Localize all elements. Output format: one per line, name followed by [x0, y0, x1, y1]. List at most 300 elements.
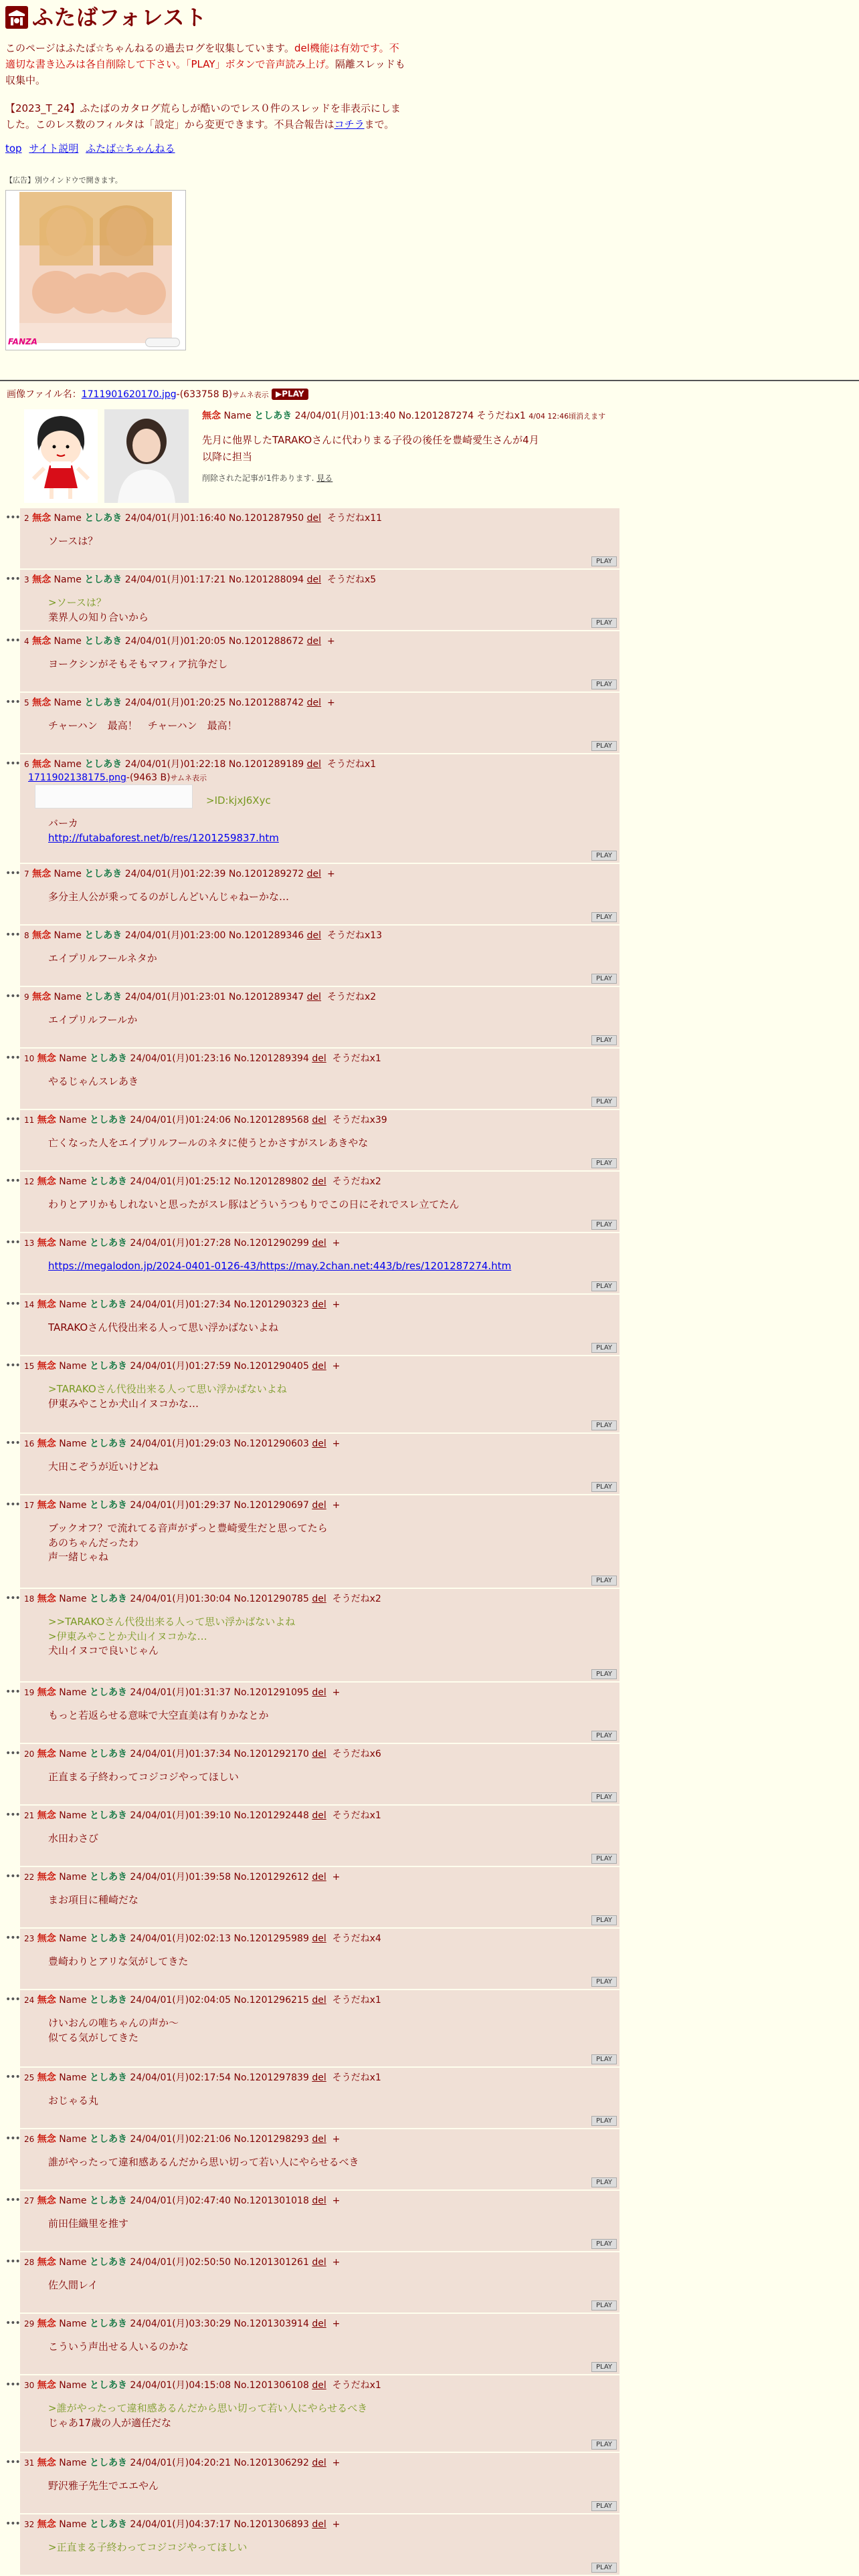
del-link[interactable]: del — [306, 991, 322, 1002]
reply-number: 16 — [24, 1438, 35, 1448]
play-button[interactable]: PLAY — [591, 2362, 617, 2372]
notice-text-end: 隔離スレッドも収集中。 — [5, 58, 405, 86]
reply-post — [5, 2375, 619, 2453]
soudane-button[interactable]: そうだねx1 — [326, 758, 377, 770]
site-notice — [5, 40, 407, 88]
reply-body — [20, 2401, 619, 2431]
ad-label: 【広告】別ウインドウで開きます。 — [5, 175, 122, 185]
play-button[interactable]: PLAY — [591, 1035, 617, 1045]
del-link[interactable]: del — [312, 2072, 326, 2083]
del-link[interactable]: del — [306, 574, 322, 585]
reply-header — [20, 2191, 619, 2208]
reply-text-line: 水田わさび — [48, 1832, 99, 1844]
del-link[interactable]: del — [312, 1114, 326, 1125]
soudane-button[interactable]: + — [332, 1299, 341, 1310]
reply-menu-icon[interactable]: ••• — [5, 2379, 20, 2390]
reply-link[interactable]: https://megalodon.jp/2024-0401-0126-43/https://may.2chan.net:443/b/res/1201287274.htm — [48, 1259, 512, 1272]
site-logo-icon[interactable] — [5, 6, 28, 29]
play-button[interactable]: PLAY — [591, 1482, 617, 1492]
soudane-button[interactable]: そうだねx1 — [332, 2379, 381, 2391]
play-button[interactable]: PLAY — [591, 912, 617, 922]
reply-text-line: バーカ — [48, 817, 78, 830]
soudane-button[interactable]: そうだねx4 — [332, 1933, 381, 1944]
site-header — [0, 0, 859, 350]
soudane-button[interactable]: そうだねx1 — [332, 1810, 381, 1821]
reply-number: 6 — [24, 759, 29, 769]
ad-dots — [145, 338, 180, 347]
reply-menu-icon[interactable]: ••• — [5, 758, 20, 769]
reply-number: 24 — [24, 1995, 35, 2005]
reply-menu-icon[interactable]: ••• — [5, 990, 20, 1002]
reply-header — [20, 754, 619, 771]
reply-name-label: Name — [59, 1053, 87, 1064]
soudane-button[interactable]: + — [332, 2318, 341, 2329]
reply-menu-icon[interactable]: ••• — [5, 1437, 20, 1448]
reply-menu-icon[interactable]: ••• — [5, 1592, 20, 1604]
reply-quote-line: >伊東みやことか犬山イヌコかな… — [48, 1630, 207, 1642]
reply-post — [5, 2191, 619, 2252]
op-thumb-label[interactable]: サムネ表示 — [232, 390, 269, 399]
bug-report-link[interactable]: コチラ — [334, 118, 365, 130]
op-body-line: 先月に他界したTARAKOさんに代わりまる子役の後任を豊崎愛生さんが4月 — [202, 433, 539, 446]
reply-header — [20, 1110, 619, 1127]
op-expire: 4/04 12:46頃消えます — [529, 411, 606, 421]
reply-subject: 無念 — [37, 1933, 56, 1944]
reply-name-label: Name — [59, 1360, 87, 1372]
reply-date-no: 24/04/01(月)01:24:06 No.1201289568 — [130, 1114, 309, 1125]
del-link[interactable]: del — [306, 758, 322, 770]
reply-menu-icon[interactable]: ••• — [5, 1747, 20, 1759]
reply-subject: 無念 — [37, 2072, 56, 2083]
reply-date-no: 24/04/01(月)01:25:12 No.1201289802 — [130, 1176, 309, 1187]
reply-post — [5, 1929, 619, 1990]
del-link[interactable]: del — [312, 1499, 326, 1511]
reply-menu-icon[interactable]: ••• — [5, 2133, 20, 2144]
reply-text-line: エイプリルフールネタか — [48, 952, 157, 964]
reply-post — [5, 1867, 619, 1929]
del-link[interactable]: del — [312, 1438, 326, 1449]
play-button[interactable]: PLAY — [591, 1669, 617, 1679]
soudane-button[interactable]: + — [326, 697, 335, 708]
reply-post — [5, 631, 619, 693]
del-link[interactable]: del — [312, 2457, 326, 2468]
reply-date-no: 24/04/01(月)01:22:39 No.1201289272 — [124, 868, 304, 879]
del-link[interactable]: del — [312, 1176, 326, 1187]
play-button[interactable]: PLAY — [591, 1915, 617, 1925]
reply-name-label: Name — [59, 2133, 87, 2145]
reply-menu-icon[interactable]: ••• — [5, 1870, 20, 1882]
reply-date-no: 24/04/01(月)03:30:29 No.1201303914 — [130, 2318, 309, 2329]
reply-name-label: Name — [59, 1687, 87, 1698]
reply-date-no: 24/04/01(月)02:04:05 No.1201296215 — [130, 1994, 309, 2006]
reply-header — [20, 1683, 619, 1699]
play-button[interactable]: PLAY — [591, 2054, 617, 2064]
reply-text-line: じゃあ17歳の人が適任だな — [48, 2416, 172, 2429]
reply-subject: 無念 — [37, 2457, 56, 2468]
reply-text-line: もっと若返らせる意味で大空直美は有りかなとか — [48, 1709, 269, 1721]
reply-body — [20, 1709, 619, 1723]
reply-number: 32 — [24, 2519, 35, 2529]
op-file-link[interactable]: 1711901620170.jpg — [81, 389, 177, 400]
notice-text: このページはふたば☆ちゃんねるの過去ログを収集しています。 — [5, 42, 294, 54]
reply-name: としあき — [89, 1053, 127, 1064]
soudane-button[interactable]: そうだねx6 — [332, 1748, 381, 1759]
reply-thumbnail-image[interactable] — [35, 784, 193, 809]
reply-number: 13 — [24, 1238, 35, 1248]
reply-number: 7 — [24, 869, 29, 879]
reply-body — [20, 1615, 619, 1658]
reply-name-label: Name — [59, 1176, 87, 1187]
reply-menu-icon[interactable]: ••• — [5, 1237, 20, 1248]
reply-name: としあき — [89, 1871, 127, 1883]
soudane-button[interactable]: そうだねx2 — [332, 1593, 381, 1604]
reply-date-no: 24/04/01(月)01:27:28 No.1201290299 — [130, 1237, 309, 1249]
del-link[interactable]: del — [312, 1053, 326, 1064]
del-link[interactable]: del — [312, 2318, 326, 2329]
reply-body — [20, 2155, 619, 2170]
top-link[interactable]: top — [5, 142, 22, 154]
reply-date-no: 24/04/01(月)01:20:05 No.1201288672 — [124, 635, 304, 647]
reply-text-line: エイプリルフールか — [48, 1013, 138, 1026]
op-soudane[interactable]: そうだねx1 — [476, 410, 526, 421]
reply-post — [5, 864, 619, 926]
reply-list — [0, 508, 859, 2576]
reply-menu-icon[interactable]: ••• — [5, 1499, 20, 1510]
reply-date-no: 24/04/01(月)01:17:21 No.1201288094 — [124, 574, 304, 585]
top-links — [5, 142, 852, 156]
reply-date-no: 24/04/01(月)01:20:25 No.1201288742 — [124, 697, 304, 708]
play-button[interactable]: PLAY — [591, 974, 617, 984]
op-thumbnail-image[interactable] — [24, 409, 98, 503]
reply-menu-icon[interactable]: ••• — [5, 1052, 20, 1063]
reply-body — [20, 1832, 619, 1846]
reply-text-line: まお項目に種崎だな — [48, 1893, 139, 1906]
reply-date-no: 24/04/01(月)02:02:13 No.1201295989 — [130, 1933, 309, 1944]
filter-notice — [5, 100, 407, 132]
reply-header — [20, 1744, 619, 1761]
op-date-no: 24/04/01(月)01:13:40 No.1201287274 — [294, 410, 474, 421]
reply-text-line: 誰がやったって違和感あるんだから思い切って若い人にやらせるべき — [48, 2155, 359, 2168]
soudane-button[interactable]: + — [332, 1499, 341, 1511]
del-link[interactable]: del — [312, 2195, 326, 2206]
reply-date-no: 24/04/01(月)01:29:37 No.1201290697 — [130, 1499, 309, 1511]
site-description-link[interactable]: サイト説明 — [29, 142, 79, 154]
reply-header — [20, 2314, 619, 2331]
reply-number: 19 — [24, 1687, 35, 1697]
soudane-button[interactable]: そうだねx39 — [332, 1114, 387, 1125]
del-link[interactable]: del — [306, 512, 322, 524]
soudane-button[interactable]: + — [326, 635, 335, 647]
soudane-button[interactable]: + — [332, 1237, 341, 1249]
reply-body — [20, 1198, 619, 1212]
del-link[interactable]: del — [312, 1593, 326, 1604]
reply-name-label: Name — [54, 991, 82, 1002]
reply-name: としあき — [89, 2457, 127, 2468]
play-button[interactable]: PLAY — [591, 2440, 617, 2450]
reply-subject: 無念 — [37, 1176, 56, 1187]
play-button[interactable]: PLAY — [591, 2501, 617, 2511]
reply-body — [20, 719, 619, 734]
play-button[interactable]: PLAY — [591, 2239, 617, 2249]
reply-header — [20, 2514, 619, 2531]
soudane-button[interactable]: + — [332, 2518, 341, 2530]
reply-name-label: Name — [54, 635, 82, 647]
reply-number: 3 — [24, 574, 29, 584]
soudane-button[interactable]: + — [332, 1438, 341, 1449]
reply-date-no: 24/04/01(月)01:22:18 No.1201289189 — [124, 758, 304, 770]
reply-subject: 無念 — [37, 1438, 56, 1449]
reply-id-quote: >ID:kjxJ6Xyc — [206, 794, 271, 807]
reply-text-line: おじゃる丸 — [48, 2094, 99, 2107]
reply-menu-icon[interactable]: ••• — [5, 2071, 20, 2082]
reply-body — [20, 657, 619, 672]
reply-menu-icon[interactable]: ••• — [5, 1686, 20, 1697]
reply-name-label: Name — [59, 2379, 87, 2391]
reply-body — [20, 1259, 619, 1274]
futaba-link[interactable]: ふたば☆ちゃんねる — [86, 142, 175, 154]
reply-menu-icon[interactable]: ••• — [5, 1809, 20, 1820]
reply-name: としあき — [84, 991, 122, 1002]
soudane-button[interactable]: そうだねx2 — [332, 1176, 381, 1187]
reply-number: 17 — [24, 1500, 35, 1510]
del-link[interactable]: del — [306, 868, 322, 879]
reply-subject: 無念 — [37, 1053, 56, 1064]
reply-post — [5, 1233, 619, 1295]
reply-name: としあき — [89, 2195, 127, 2206]
reply-body — [20, 1770, 619, 1785]
del-link[interactable]: del — [312, 1687, 326, 1698]
reply-menu-icon[interactable]: ••• — [5, 696, 20, 708]
play-button[interactable]: PLAY — [591, 2563, 617, 2573]
soudane-button[interactable]: + — [332, 1871, 341, 1883]
show-deleted-link[interactable]: 見る — [316, 473, 333, 484]
reply-menu-icon[interactable]: ••• — [5, 512, 20, 523]
play-button[interactable]: PLAY — [591, 2116, 617, 2126]
del-link[interactable]: del — [306, 635, 322, 647]
reply-menu-icon[interactable]: ••• — [5, 2317, 20, 2329]
reply-subject: 無念 — [37, 2318, 56, 2329]
reply-subject: 無念 — [37, 1871, 56, 1883]
reply-post — [5, 693, 619, 754]
reply-date-no: 24/04/01(月)01:37:34 No.1201292170 — [130, 1748, 309, 1759]
reply-text-line: 豊崎わりとアリな気がしてきた — [48, 1955, 189, 1967]
reply-quote-line: >正直まる子終わってコジコジやってほしい — [48, 2541, 248, 2553]
play-button[interactable]: PLAY — [591, 1731, 617, 1741]
reply-header — [20, 1806, 619, 1822]
play-button[interactable]: PLAY — [591, 556, 617, 566]
reply-menu-icon[interactable]: ••• — [5, 2194, 20, 2206]
reply-date-no: 24/04/01(月)02:21:06 No.1201298293 — [130, 2133, 309, 2145]
play-button[interactable]: PLAY — [591, 1576, 617, 1586]
play-button[interactable]: PLAY — [591, 1220, 617, 1230]
play-button[interactable]: PLAY — [591, 1158, 617, 1168]
soudane-button[interactable]: + — [332, 1687, 341, 1698]
play-button[interactable]: PLAY — [591, 1977, 617, 1987]
ad-banner[interactable] — [5, 190, 186, 350]
filter-notice-text: 【2023_T_24】ふたばのカタログ荒らしが酷いのでレス０件のスレッドを非表示にしました。このレス数のフィルタは「設定」から変更できます。不具合報告は — [5, 102, 401, 130]
reply-header — [20, 864, 619, 881]
reply-name: としあき — [84, 868, 122, 879]
reply-header — [20, 1434, 619, 1451]
reply-subject: 無念 — [37, 2133, 56, 2145]
reply-body — [20, 2541, 619, 2555]
play-button[interactable]: PLAY — [591, 1281, 617, 1291]
del-link[interactable]: del — [312, 1994, 326, 2006]
play-button[interactable]: PLAY — [591, 741, 617, 751]
reply-name-label: Name — [59, 1748, 87, 1759]
reply-header — [20, 926, 619, 942]
reply-body — [20, 2278, 619, 2293]
reply-date-no: 24/04/01(月)01:16:40 No.1201287950 — [124, 512, 304, 524]
op-file-line — [7, 388, 852, 401]
del-link[interactable]: del — [312, 2256, 326, 2268]
op-body-line: 以降に担当 — [202, 450, 253, 463]
reply-header — [20, 570, 619, 586]
soudane-button[interactable]: そうだねx5 — [326, 574, 377, 585]
reply-body — [20, 2479, 619, 2494]
reply-menu-icon[interactable]: ••• — [5, 1360, 20, 1371]
reply-name: としあき — [89, 1299, 127, 1310]
reply-menu-icon[interactable]: ••• — [5, 2256, 20, 2267]
reply-subject: 無念 — [37, 1114, 56, 1125]
reply-quote-line: >誰がやったって違和感あるんだから思い切って若い人にやらせるべき — [48, 2401, 368, 2414]
del-link[interactable]: del — [312, 2379, 326, 2391]
del-link[interactable]: del — [306, 697, 322, 708]
reply-body — [20, 2016, 619, 2046]
notice-del-text: del機能は有効です。不適切な書き込みは各自削除して下さい。「PLAY」ボタンで音声読み上げ。 — [5, 42, 399, 70]
reply-link[interactable]: http://futabaforest.net/b/res/1201259837.htm — [48, 832, 279, 845]
soudane-button[interactable]: + — [332, 1360, 341, 1372]
soudane-button[interactable]: そうだねx1 — [332, 1053, 381, 1064]
reply-post — [5, 1110, 619, 1172]
del-link[interactable]: del — [312, 2133, 326, 2145]
soudane-button[interactable]: そうだねx2 — [326, 991, 377, 1002]
reply-post — [5, 2314, 619, 2375]
play-button[interactable]: PLAY — [591, 618, 617, 628]
reply-menu-icon[interactable]: ••• — [5, 867, 20, 879]
reply-number: 12 — [24, 1176, 35, 1186]
play-button[interactable]: PLAY — [591, 1792, 617, 1802]
op-header — [202, 409, 657, 423]
reply-text-line: 犬山イヌコで良いじゃん — [48, 1644, 159, 1657]
reply-text-line: 亡くなった人をエイプリルフールのネタに使うとかさすがスレあきやな — [48, 1136, 369, 1149]
op-photo-image[interactable] — [104, 409, 189, 503]
reply-text-line: 伊東みやことか犬山イヌコかな… — [48, 1397, 199, 1410]
reply-menu-icon[interactable]: ••• — [5, 1175, 20, 1186]
soudane-button[interactable]: そうだねx1 — [332, 1994, 381, 2006]
op-file-size: -(633758 B) — [176, 389, 233, 400]
reply-subject: 無念 — [32, 758, 52, 770]
reply-name-label: Name — [59, 2457, 87, 2468]
soudane-button[interactable]: そうだねx1 — [332, 2072, 381, 2083]
op-deleted-note: 削除された記事が1件あります. 見る — [202, 473, 333, 484]
reply-body — [20, 1521, 619, 1565]
reply-file-line — [28, 771, 619, 784]
reply-text-line: 大田こぞうが近いけどね — [48, 1460, 159, 1473]
reply-file-size: -(9463 B) — [126, 772, 171, 783]
soudane-button[interactable]: + — [332, 2256, 341, 2268]
reply-subject: 無念 — [32, 635, 52, 647]
reply-subject: 無念 — [37, 1748, 56, 1759]
reply-name-label: Name — [54, 868, 82, 879]
reply-menu-icon[interactable]: ••• — [5, 2518, 20, 2529]
del-link[interactable]: del — [312, 2518, 326, 2530]
del-link[interactable]: del — [312, 1871, 326, 1883]
soudane-button[interactable]: + — [332, 2133, 341, 2145]
op-subject: 無念 — [202, 410, 221, 421]
reply-menu-icon[interactable]: ••• — [5, 635, 20, 646]
soudane-button[interactable]: そうだねx13 — [326, 930, 383, 941]
del-link[interactable]: del — [312, 1237, 326, 1249]
play-button[interactable]: PLAY — [591, 2300, 617, 2311]
soudane-button[interactable]: + — [332, 2457, 341, 2468]
reply-file-link[interactable]: 1711902138175.png — [28, 772, 126, 783]
reply-date-no: 24/04/01(月)01:39:10 No.1201292448 — [130, 1810, 309, 1821]
reply-body — [20, 2340, 619, 2355]
del-link[interactable]: del — [312, 1299, 326, 1310]
reply-post — [5, 754, 619, 864]
reply-header — [20, 2252, 619, 2269]
reply-header — [20, 1049, 619, 1065]
reply-menu-icon[interactable]: ••• — [5, 1298, 20, 1309]
play-button[interactable]: PLAY — [591, 1854, 617, 1864]
del-link[interactable]: del — [312, 1933, 326, 1944]
op-play-button[interactable]: ▶PLAY — [272, 389, 308, 400]
reply-name-label: Name — [59, 1810, 87, 1821]
reply-number: 5 — [24, 697, 29, 708]
reply-text-line: ブックオフ？で流れてる音声がずっと豊崎愛生だと思ってたら — [48, 1521, 328, 1534]
play-button[interactable]: PLAY — [591, 851, 617, 861]
reply-menu-icon[interactable]: ••• — [5, 1932, 20, 1943]
reply-name: としあき — [84, 512, 122, 524]
play-button[interactable]: PLAY — [591, 2177, 617, 2187]
reply-attachment-row — [20, 784, 619, 811]
reply-menu-icon[interactable]: ••• — [5, 1113, 20, 1125]
reply-date-no: 24/04/01(月)01:27:59 No.1201290405 — [130, 1360, 309, 1372]
soudane-button[interactable]: + — [326, 868, 335, 879]
del-link[interactable]: del — [312, 1748, 326, 1759]
reply-text-line: 前田佳織里を推す — [48, 2217, 129, 2230]
reply-number: 25 — [24, 2072, 35, 2082]
reply-menu-icon[interactable]: ••• — [5, 1994, 20, 2005]
reply-post — [5, 570, 619, 631]
reply-name-label: Name — [59, 1994, 87, 2006]
reply-date-no: 24/04/01(月)02:17:54 No.1201297839 — [130, 2072, 309, 2083]
reply-body — [20, 817, 619, 846]
op-name-label: Name — [223, 410, 252, 421]
reply-number: 28 — [24, 2257, 35, 2267]
del-link[interactable]: del — [312, 1360, 326, 1372]
play-button[interactable]: PLAY — [591, 679, 617, 689]
reply-subject: 無念 — [37, 1593, 56, 1604]
play-button[interactable]: PLAY — [591, 1343, 617, 1353]
ad-brand-logo: FANZA — [8, 337, 37, 347]
reply-header — [20, 1990, 619, 2007]
reply-date-no: 24/04/01(月)04:15:08 No.1201306108 — [130, 2379, 309, 2391]
reply-menu-icon[interactable]: ••• — [5, 2456, 20, 2468]
soudane-button[interactable]: そうだねx11 — [326, 512, 383, 524]
del-link[interactable]: del — [312, 1810, 326, 1821]
play-button[interactable]: PLAY — [591, 1097, 617, 1107]
reply-name-label: Name — [59, 1933, 87, 1944]
reply-number: 23 — [24, 1933, 35, 1943]
reply-thumb-label[interactable]: サムネ表示 — [170, 773, 207, 782]
play-button[interactable]: PLAY — [591, 1420, 617, 1430]
reply-menu-icon[interactable]: ••• — [5, 573, 20, 584]
reply-menu-icon[interactable]: ••• — [5, 929, 20, 940]
del-link[interactable]: del — [306, 930, 322, 941]
soudane-button[interactable]: + — [332, 2195, 341, 2206]
